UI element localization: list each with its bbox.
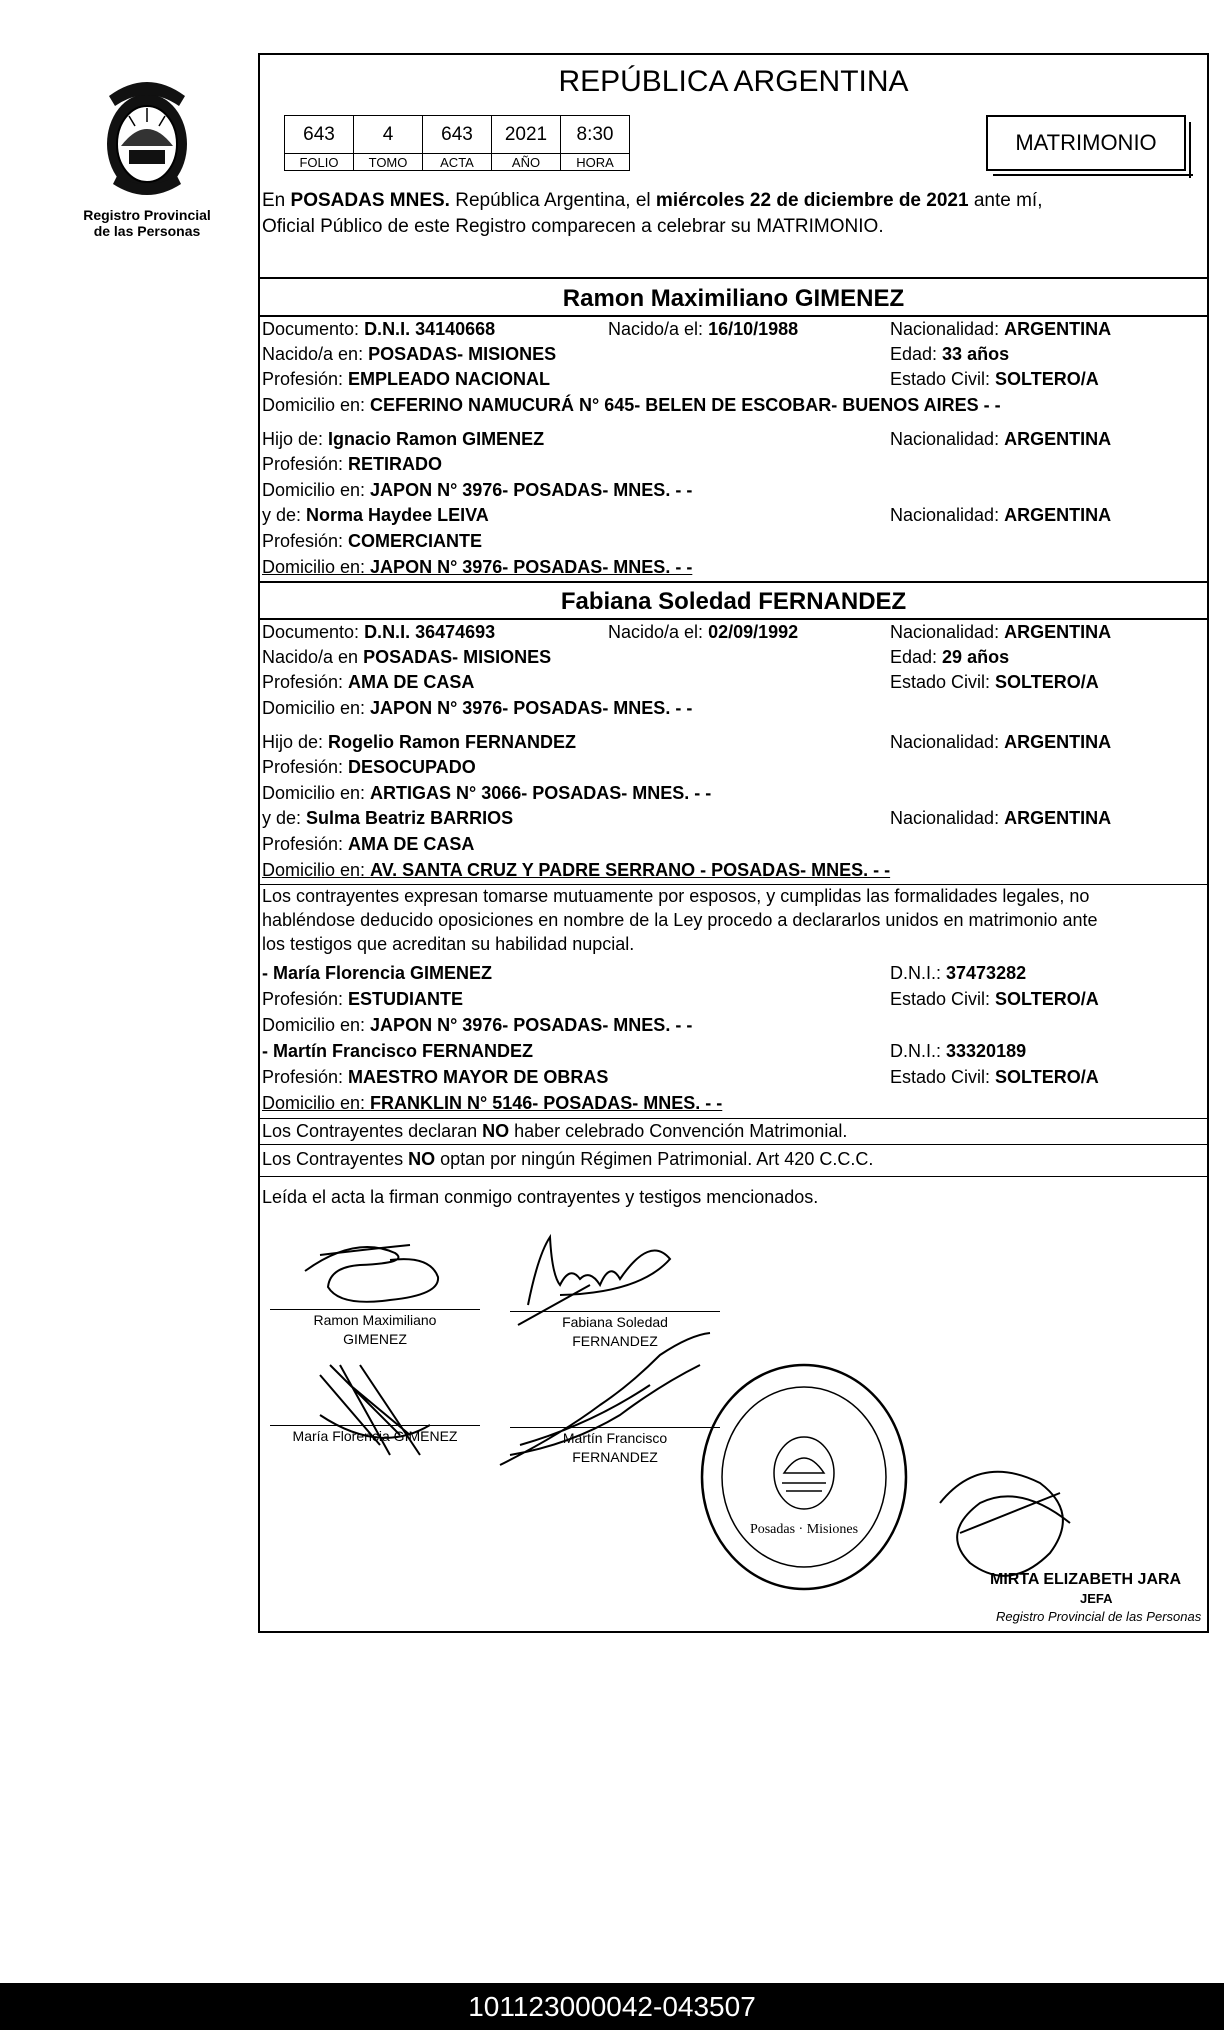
groom-address: Domicilio en: CEFERINO NAMUCURÁ N° 645- BELEN DE ESCOBAR- BUENOS AIRES - - [262,395,1001,415]
bride-signature-caption: Fabiana Soledad FERNANDEZ [562,1314,668,1349]
bride-nationality: Nacionalidad: ARGENTINA [890,622,1112,642]
bride-birthplace: Nacido/a en POSADAS- MISIONES [262,647,552,667]
groom-birthdate: Nacido/a el: 16/10/1988 [608,319,799,339]
acta-label: ACTA [423,154,492,171]
bride-age: Edad: 29 años [890,647,1010,667]
witness-2-signature-stroke [500,1333,710,1465]
groom-civil-status: Estado Civil: SOLTERO/A [890,369,1099,389]
bride-profession: Profesión: AMA DE CASA [262,672,475,692]
hora-value: 8:30 [561,116,630,154]
official-stamp [698,1361,910,1598]
country-title: REPÚBLICA ARGENTINA [558,65,909,98]
bride-civil-status: Estado Civil: SOLTERO/A [890,672,1099,692]
groom-mother-nationality: Nacionalidad: ARGENTINA [890,505,1112,525]
hora-label: HORA [561,154,630,171]
witness-2-profession: Profesión: MAESTRO MAYOR DE OBRAS [262,1067,609,1087]
bride-mother: y de: Sulma Beatriz BARRIOS [262,808,514,828]
groom-mother-profession: Profesión: COMERCIANTE [262,531,483,551]
groom-signature-caption: Ramon Maximiliano GIMENEZ [313,1312,437,1347]
seal-icon [698,1361,910,1593]
groom-mother-address: Domicilio en: JAPON N° 3976- POSADAS- MNES. - - [262,557,693,577]
bride-father-profession: Profesión: DESOCUPADO [262,757,476,777]
bride-birthdate: Nacido/a el: 02/09/1992 [608,622,799,642]
groom-mother: y de: Norma Haydee LEIVA [262,505,489,525]
witness-1-name: - María Florencia GIMENEZ [262,963,493,983]
logo-caption-line2: de las Personas [93,223,201,239]
acta-value: 643 [423,116,492,154]
coat-of-arms-icon [99,72,195,204]
groom-document: Documento: D.N.I. 34140668 [262,319,496,339]
witness-1-signature-stroke [320,1365,430,1455]
groom-father: Hijo de: Ignacio Ramon GIMENEZ [262,429,545,449]
record-type-box [986,115,1186,171]
bride-address: Domicilio en: JAPON N° 3976- POSADAS- MNES. - - [262,698,693,718]
folio-label: FOLIO [285,154,354,171]
witness-1-address: Domicilio en: JAPON N° 3976- POSADAS- MNES. - - [262,1015,693,1035]
tomo-value: 4 [354,116,423,154]
declaration-line-3: los testigos que acreditan su habilidad nupcial. [262,934,635,954]
record-type: MATRIMONIO [1015,130,1157,155]
witness-1-signature-caption: María Florencia GIMENEZ [292,1428,458,1444]
bride-mother-nationality: Nacionalidad: ARGENTINA [890,808,1112,828]
groom-father-address: Domicilio en: JAPON N° 3976- POSADAS- MNES. - - [262,480,693,500]
document-number-bar: 101123000042-043507 [0,1983,1224,2030]
certificate-frame [258,53,1209,1633]
witness-1-civil-status: Estado Civil: SOLTERO/A [890,989,1099,1009]
groom-name: Ramon Maximiliano GIMENEZ [562,285,905,312]
groom-father-nationality: Nacionalidad: ARGENTINA [890,429,1112,449]
declaration-line-1: Los contrayentes expresan tomarse mutuamente por esposos, y cumplidas las formalidades legales, no [262,886,1090,906]
witness-1-dni: D.N.I.: 37473282 [890,963,1027,983]
logo-caption [82,207,212,239]
agreement-convention: Los Contrayentes declaran NO haber celebrado Convención Matrimonial. [262,1121,848,1141]
witness-2-address: Domicilio en: FRANKLIN N° 5146- POSADAS- MNES. - - [262,1093,723,1113]
registry-logo [82,72,212,247]
tomo-label: TOMO [354,154,423,171]
anio-value: 2021 [492,116,561,154]
groom-father-profession: Profesión: RETIRADO [262,454,443,474]
witness-2-signature-caption: Martín Francisco FERNANDEZ [562,1430,668,1465]
groom-nationality: Nacionalidad: ARGENTINA [890,319,1112,339]
closing-statement: Leída el acta la firman conmigo contrayentes y testigos mencionados. [262,1187,819,1207]
bride-signature-stroke [528,1237,670,1305]
declaration-line-2: habléndose deducido oposiciones en nombre de la Ley procedo a declararlos unidos en matrimonio ante [262,910,1098,930]
official-office: Registro Provincial de las Personas [996,1609,1202,1624]
folio-value: 643 [285,116,354,154]
bride-father-nationality: Nacionalidad: ARGENTINA [890,732,1112,752]
groom-birthplace: Nacido/a en: POSADAS- MISIONES [262,344,557,364]
groom-age: Edad: 33 años [890,344,1010,364]
witness-1-profession: Profesión: ESTUDIANTE [262,989,464,1009]
official-name: MIRTA ELIZABETH JARA [990,1571,1182,1588]
bride-document: Documento: D.N.I. 36474693 [262,622,496,642]
bride-mother-profession: Profesión: AMA DE CASA [262,834,475,854]
official-role: JEFA [1080,1591,1113,1606]
handwritten-signatures [260,1215,720,1515]
witness-2-civil-status: Estado Civil: SOLTERO/A [890,1067,1099,1087]
groom-profession: Profesión: EMPLEADO NACIONAL [262,369,551,389]
svg-text:Posadas · Misiones: Posadas · Misiones [749,1522,859,1537]
bride-father: Hijo de: Rogelio Ramon FERNANDEZ [262,732,577,752]
witness-2-name: - Martín Francisco FERNANDEZ [262,1041,534,1061]
intro-line-2: Oficial Público de este Registro comparecen a celebrar su MATRIMONIO. [262,216,884,237]
bride-name: Fabiana Soledad FERNANDEZ [560,588,907,615]
bride-father-address: Domicilio en: ARTIGAS N° 3066- POSADAS- MNES. - - [262,783,712,803]
agreement-regime: Los Contrayentes NO optan por ningún Régimen Patrimonial. Art 420 C.C.C. [262,1149,874,1169]
bride-mother-address: Domicilio en: AV. SANTA CRUZ Y PADRE SERRANO - POSADAS- MNES. - - [262,860,891,880]
witness-2-dni: D.N.I.: 33320189 [890,1041,1027,1061]
record-index-table [284,115,630,171]
intro-line-1: En POSADAS MNES. República Argentina, el miércoles 22 de diciembre de 2021 ante mí, [262,190,1043,211]
anio-label: AÑO [492,154,561,171]
logo-caption-line1: Registro Provincial [83,207,211,223]
